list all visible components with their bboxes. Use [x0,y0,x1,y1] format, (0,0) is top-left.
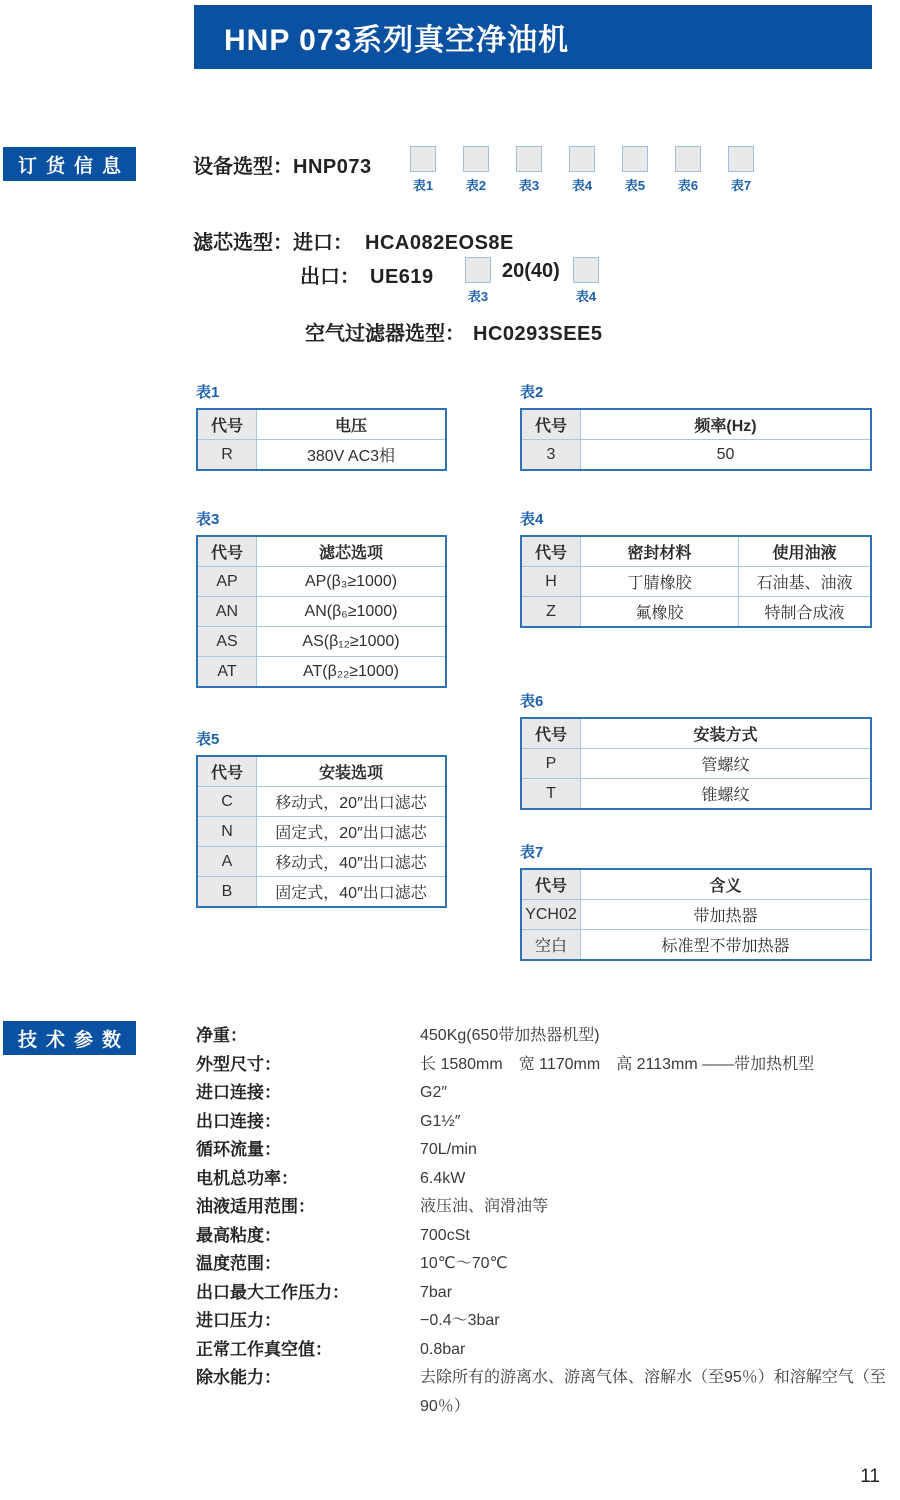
spec-row [196,1307,896,1336]
filter-select-label: 滤芯选型： [193,232,293,254]
spec-row [196,1279,896,1308]
option-box-item [463,146,489,194]
outlet-label: 出口： [300,266,360,288]
option-box [675,146,701,172]
table-2-title: 表2 [520,384,544,401]
spec-value: 7bar [420,1283,453,1301]
table-3-grid [196,535,447,688]
table-6-title: 表6 [520,693,544,710]
inlet-label: 进口： [293,232,353,254]
spec-value: 6.4kW [420,1169,466,1187]
table-5-grid [196,755,447,908]
spec-value: G1½″ [420,1112,461,1130]
spec-row [196,1364,896,1421]
spec-value: 450Kg(650带加热器机型) [420,1027,600,1044]
header-cell: 滤芯选项 [257,536,447,567]
spec-label: 最高粘度： [196,1225,281,1245]
option-box [569,146,595,172]
table-cell: H [521,567,581,597]
table-cell: 丁腈橡胶 [581,567,739,597]
spec-label: 电机总功率： [196,1168,298,1188]
section-tag-ordering-info: 订货信息 [3,147,136,181]
option-box-label: 表6 [677,178,699,193]
header-cell: 安装选项 [257,756,447,787]
table-cell: 移动式，20″出口滤芯 [257,787,447,817]
header-cell: 频率(Hz) [581,409,872,440]
spec-row [196,1108,896,1137]
tech-spec-list [196,1022,896,1421]
device-model-code: HNP073 [293,156,372,178]
option-box-label: 表3 [467,289,489,304]
spec-row [196,1051,896,1080]
table-4-title: 表4 [520,511,544,528]
option-box [728,146,754,172]
spec-value: 长 1580mm 宽 1170mm 高 2113mm ——带加热机型 [420,1055,815,1073]
option-box-item [465,257,491,305]
table-cell: 石油基、油液 [739,567,872,597]
spec-label: 除水能力： [196,1368,281,1387]
spec-value: 700cSt [420,1226,470,1244]
spec-value: G2″ [420,1084,448,1101]
spec-row [196,1165,896,1194]
table-cell: 氟橡胶 [581,597,739,628]
table-6 [520,690,872,810]
inlet-filter-code: HCA082EOS8E [365,232,514,254]
table-cell: AN(β₆≥1000) [257,597,447,627]
spec-row [196,1250,896,1279]
outlet-size-text: 20(40) [502,260,560,282]
option-box-label: 表4 [575,289,597,304]
spec-row [196,1022,896,1051]
table-cell: 空白 [521,930,581,961]
page-title: HNP 073系列真空净油机 [224,24,570,57]
header-cell: 含义 [581,869,872,900]
header-cell: 代号 [197,756,257,787]
table-cell: Z [521,597,581,628]
option-box [516,146,542,172]
option-box-item [622,146,648,194]
spec-label: 进口压力： [196,1311,281,1330]
table-cell: R [197,440,257,471]
table-cell: 固定式，40″出口滤芯 [257,877,447,908]
table-3 [196,508,447,688]
table-5 [196,728,447,908]
table-cell: 带加热器 [581,900,872,930]
device-model-line [193,150,372,179]
table-cell: AS(β₁₂≥1000) [257,627,447,657]
table-2-grid [520,408,872,471]
page-number: 11 [860,1466,880,1487]
option-box-item [410,146,436,194]
header-cell: 代号 [521,409,581,440]
table-cell: 50 [581,440,872,471]
table-cell: AT [197,657,257,688]
outlet-line [300,260,434,289]
spec-label: 温度范围： [196,1254,281,1273]
option-box [622,146,648,172]
table-1-title: 表1 [196,384,220,401]
table-cell: A [197,847,257,877]
spec-label: 出口最大工作压力： [196,1282,349,1302]
spec-row [196,1079,896,1108]
table-7 [520,841,872,961]
table-cell: AS [197,627,257,657]
table-cell: B [197,877,257,908]
table-7-title: 表7 [520,844,544,861]
spec-value: 0.8bar [420,1340,466,1358]
table-5-title: 表5 [196,731,220,748]
air-filter-code: HC0293SEE5 [473,323,603,345]
spec-row [196,1222,896,1251]
header-cell: 密封材料 [581,536,739,567]
spec-label: 油液适用范围： [196,1197,315,1216]
table-cell: P [521,749,581,779]
spec-label: 外型尺寸： [196,1054,281,1074]
spec-value: −0.4～3bar [420,1312,500,1329]
header-cell: 安装方式 [581,718,872,749]
spec-value: 液压油、润滑油等 [420,1198,549,1215]
option-box-item [675,146,701,194]
option-box-label: 表3 [518,178,540,193]
table-cell: AN [197,597,257,627]
spec-value: 70L/min [420,1141,477,1158]
table-cell: 移动式，40″出口滤芯 [257,847,447,877]
table-cell: AP [197,567,257,597]
spec-row [196,1336,896,1365]
table-cell: 3 [521,440,581,471]
table-cell: 特制合成液 [739,597,872,628]
table-cell: 380V AC3相 [257,440,447,471]
spec-label: 循环流量： [196,1140,281,1159]
outlet-box-3 [465,257,491,305]
table-cell: AP(β₃≥1000) [257,567,447,597]
section-tag-tech-params: 技术参数 [3,1021,136,1055]
option-box [465,257,491,283]
option-box-label: 表2 [465,178,487,193]
option-box [410,146,436,172]
spec-label: 进口连接： [196,1083,281,1102]
table-2 [520,381,872,471]
table-cell: 锥螺纹 [581,779,872,810]
option-box [463,146,489,172]
header-cell: 代号 [521,536,581,567]
table-cell: 标准型不带加热器 [581,930,872,961]
header-cell: 使用油液 [739,536,872,567]
spec-value: 去除所有的游离水、游离气体、溶解水（至95％）和溶解空气（至90％） [420,1369,886,1415]
option-box-item [728,146,754,194]
header-band [194,5,872,69]
option-box-item [516,146,542,194]
header-cell: 代号 [521,869,581,900]
header-cell: 代号 [197,409,257,440]
table-7-grid [520,868,872,961]
spec-row [196,1136,896,1165]
header-cell: 电压 [257,409,447,440]
table-cell: YCH02 [521,900,581,930]
outlet-filter-code: UE619 [370,266,434,288]
table-4-grid [520,535,872,628]
option-box-item [569,146,595,194]
option-box-item [573,257,599,305]
option-box-label: 表1 [412,178,434,193]
table-cell: T [521,779,581,810]
table-6-grid [520,717,872,810]
air-filter-line [305,317,603,346]
table-cell: 管螺纹 [581,749,872,779]
table-cell: 固定式，20″出口滤芯 [257,817,447,847]
table-1-grid [196,408,447,471]
option-box [573,257,599,283]
spec-label: 净重： [196,1026,247,1045]
spec-label: 正常工作真空值： [196,1339,332,1359]
filter-inlet-line [193,226,514,255]
table-3-title: 表3 [196,511,220,528]
header-cell: 代号 [197,536,257,567]
device-model-label: 设备选型： [193,156,293,178]
header-cell: 代号 [521,718,581,749]
air-filter-label: 空气过滤器选型： [305,323,465,345]
option-box-label: 表7 [730,178,752,193]
device-option-boxes [410,146,754,194]
table-cell: AT(β₂₂≥1000) [257,657,447,688]
outlet-box-4 [573,257,599,305]
table-4 [520,508,872,628]
option-box-label: 表4 [571,178,593,193]
table-cell: N [197,817,257,847]
option-box-label: 表5 [624,178,646,193]
spec-row [196,1193,896,1222]
spec-label: 出口连接： [196,1111,281,1131]
spec-value: 10℃～70℃ [420,1255,508,1272]
table-1 [196,381,447,471]
table-cell: C [197,787,257,817]
